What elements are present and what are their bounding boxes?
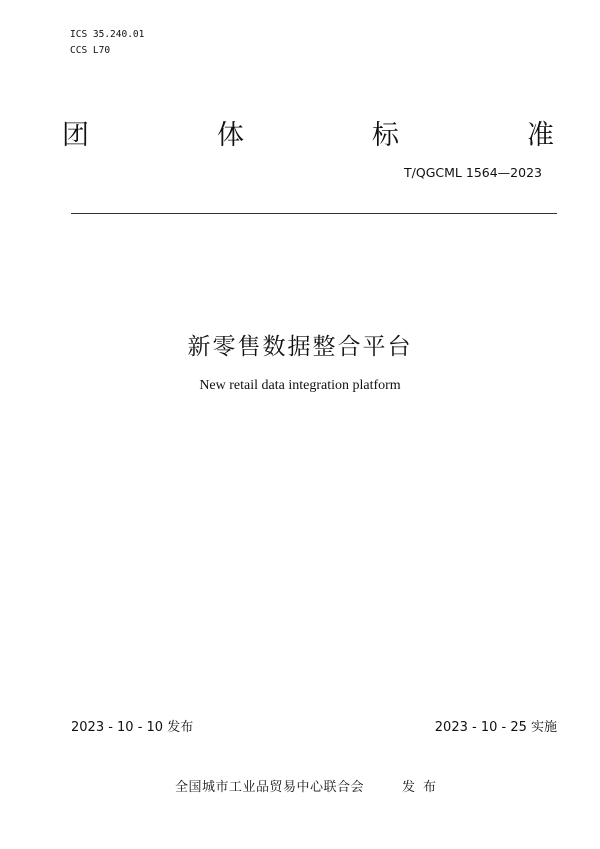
document-title-english: New retail data integration platform (199, 378, 401, 393)
document-title-chinese: 新零售数据整合平台 (187, 334, 413, 360)
standard-type-heading (62, 113, 554, 149)
publisher-name: 全国城市工业品贸易中心联合会 (175, 780, 365, 795)
header-divider (71, 213, 557, 214)
standard-number: T/QGCML 1564—2023 (404, 165, 542, 180)
ics-code: ICS 35.240.01 (70, 29, 145, 40)
standard-type-char: 体 (217, 120, 244, 151)
standard-type-char: 准 (527, 120, 554, 151)
ccs-code: CCS L70 (70, 45, 111, 56)
issue-date: 2023 - 10 - 10 发布 (71, 720, 194, 735)
implementation-date: 2023 - 10 - 25 实施 (434, 720, 557, 735)
standard-type-char: 团 (62, 120, 89, 151)
standard-type-char: 标 (372, 120, 399, 151)
publish-label: 发布 (402, 780, 445, 795)
